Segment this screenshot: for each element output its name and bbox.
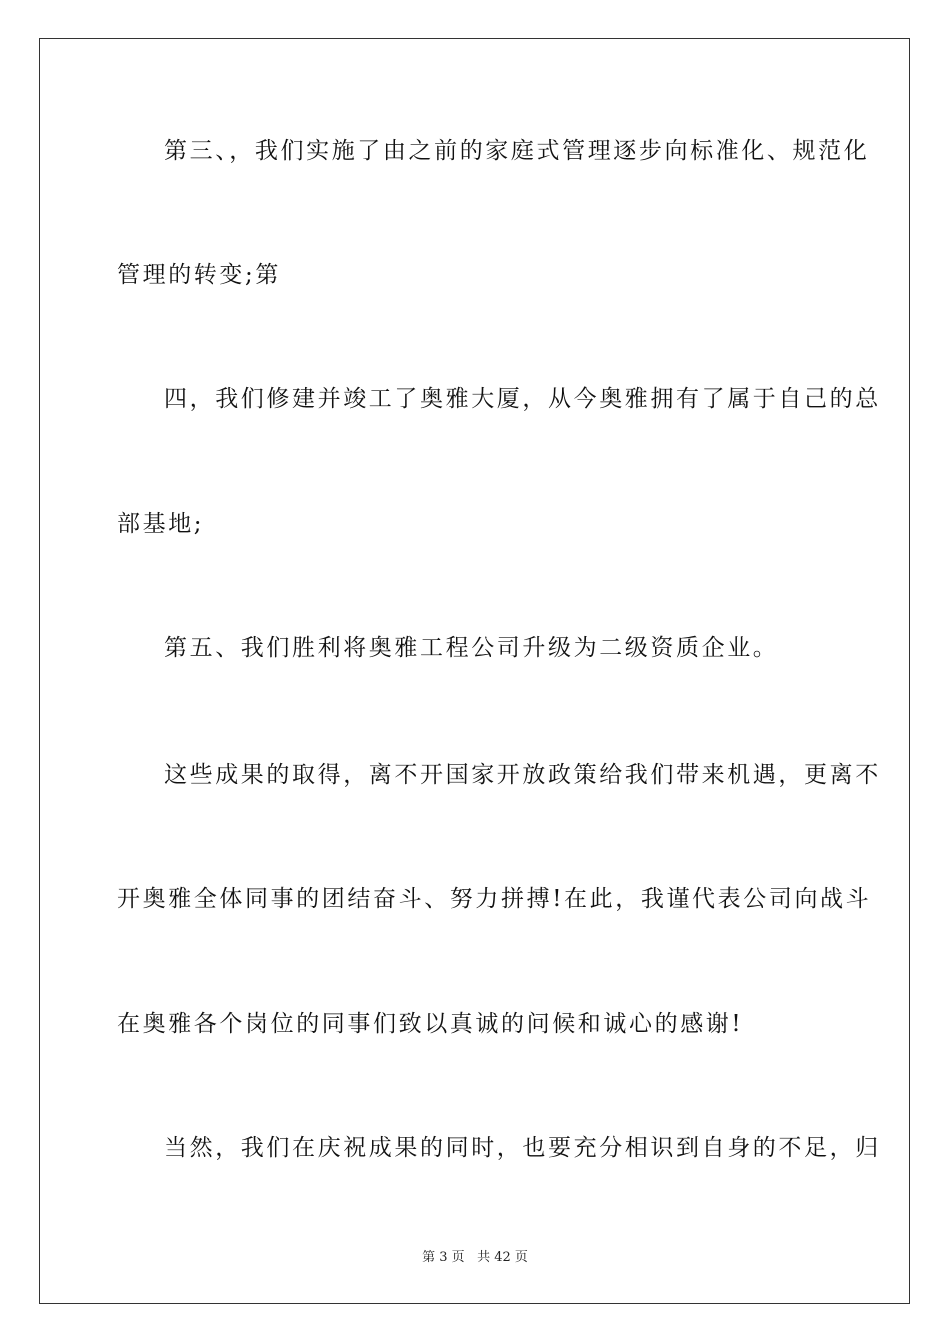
page-number: 第 3 页 bbox=[422, 1250, 465, 1265]
paragraph-line: 部基地; bbox=[117, 511, 205, 537]
paragraph-line: 这些成果的取得，离不开国家开放政策给我们带来机遇，更离不 bbox=[164, 762, 881, 788]
paragraph-line: 第五、我们胜利将奥雅工程公司升级为二级资质企业。 bbox=[164, 635, 779, 661]
paragraph-line: 管理的转变;第 bbox=[117, 262, 281, 288]
total-pages: 共 42 页 bbox=[477, 1250, 528, 1265]
page-footer bbox=[0, 1246, 950, 1265]
paragraph-line: 四，我们修建并竣工了奥雅大厦，从今奥雅拥有了属于自己的总 bbox=[164, 386, 881, 412]
paragraph-line: 在奥雅各个岗位的同事们致以真诚的问候和诚心的感谢! bbox=[117, 1011, 744, 1037]
paragraph-line: 当然，我们在庆祝成果的同时，也要充分相识到自身的不足，归 bbox=[164, 1135, 881, 1161]
paragraph-line: 第三、，我们实施了由之前的家庭式管理逐步向标准化、规范化 bbox=[164, 138, 870, 164]
page-border bbox=[39, 38, 910, 1304]
paragraph-line: 开奥雅全体同事的团结奋斗、努力拼搏!在此，我谨代表公司向战斗 bbox=[117, 886, 872, 912]
